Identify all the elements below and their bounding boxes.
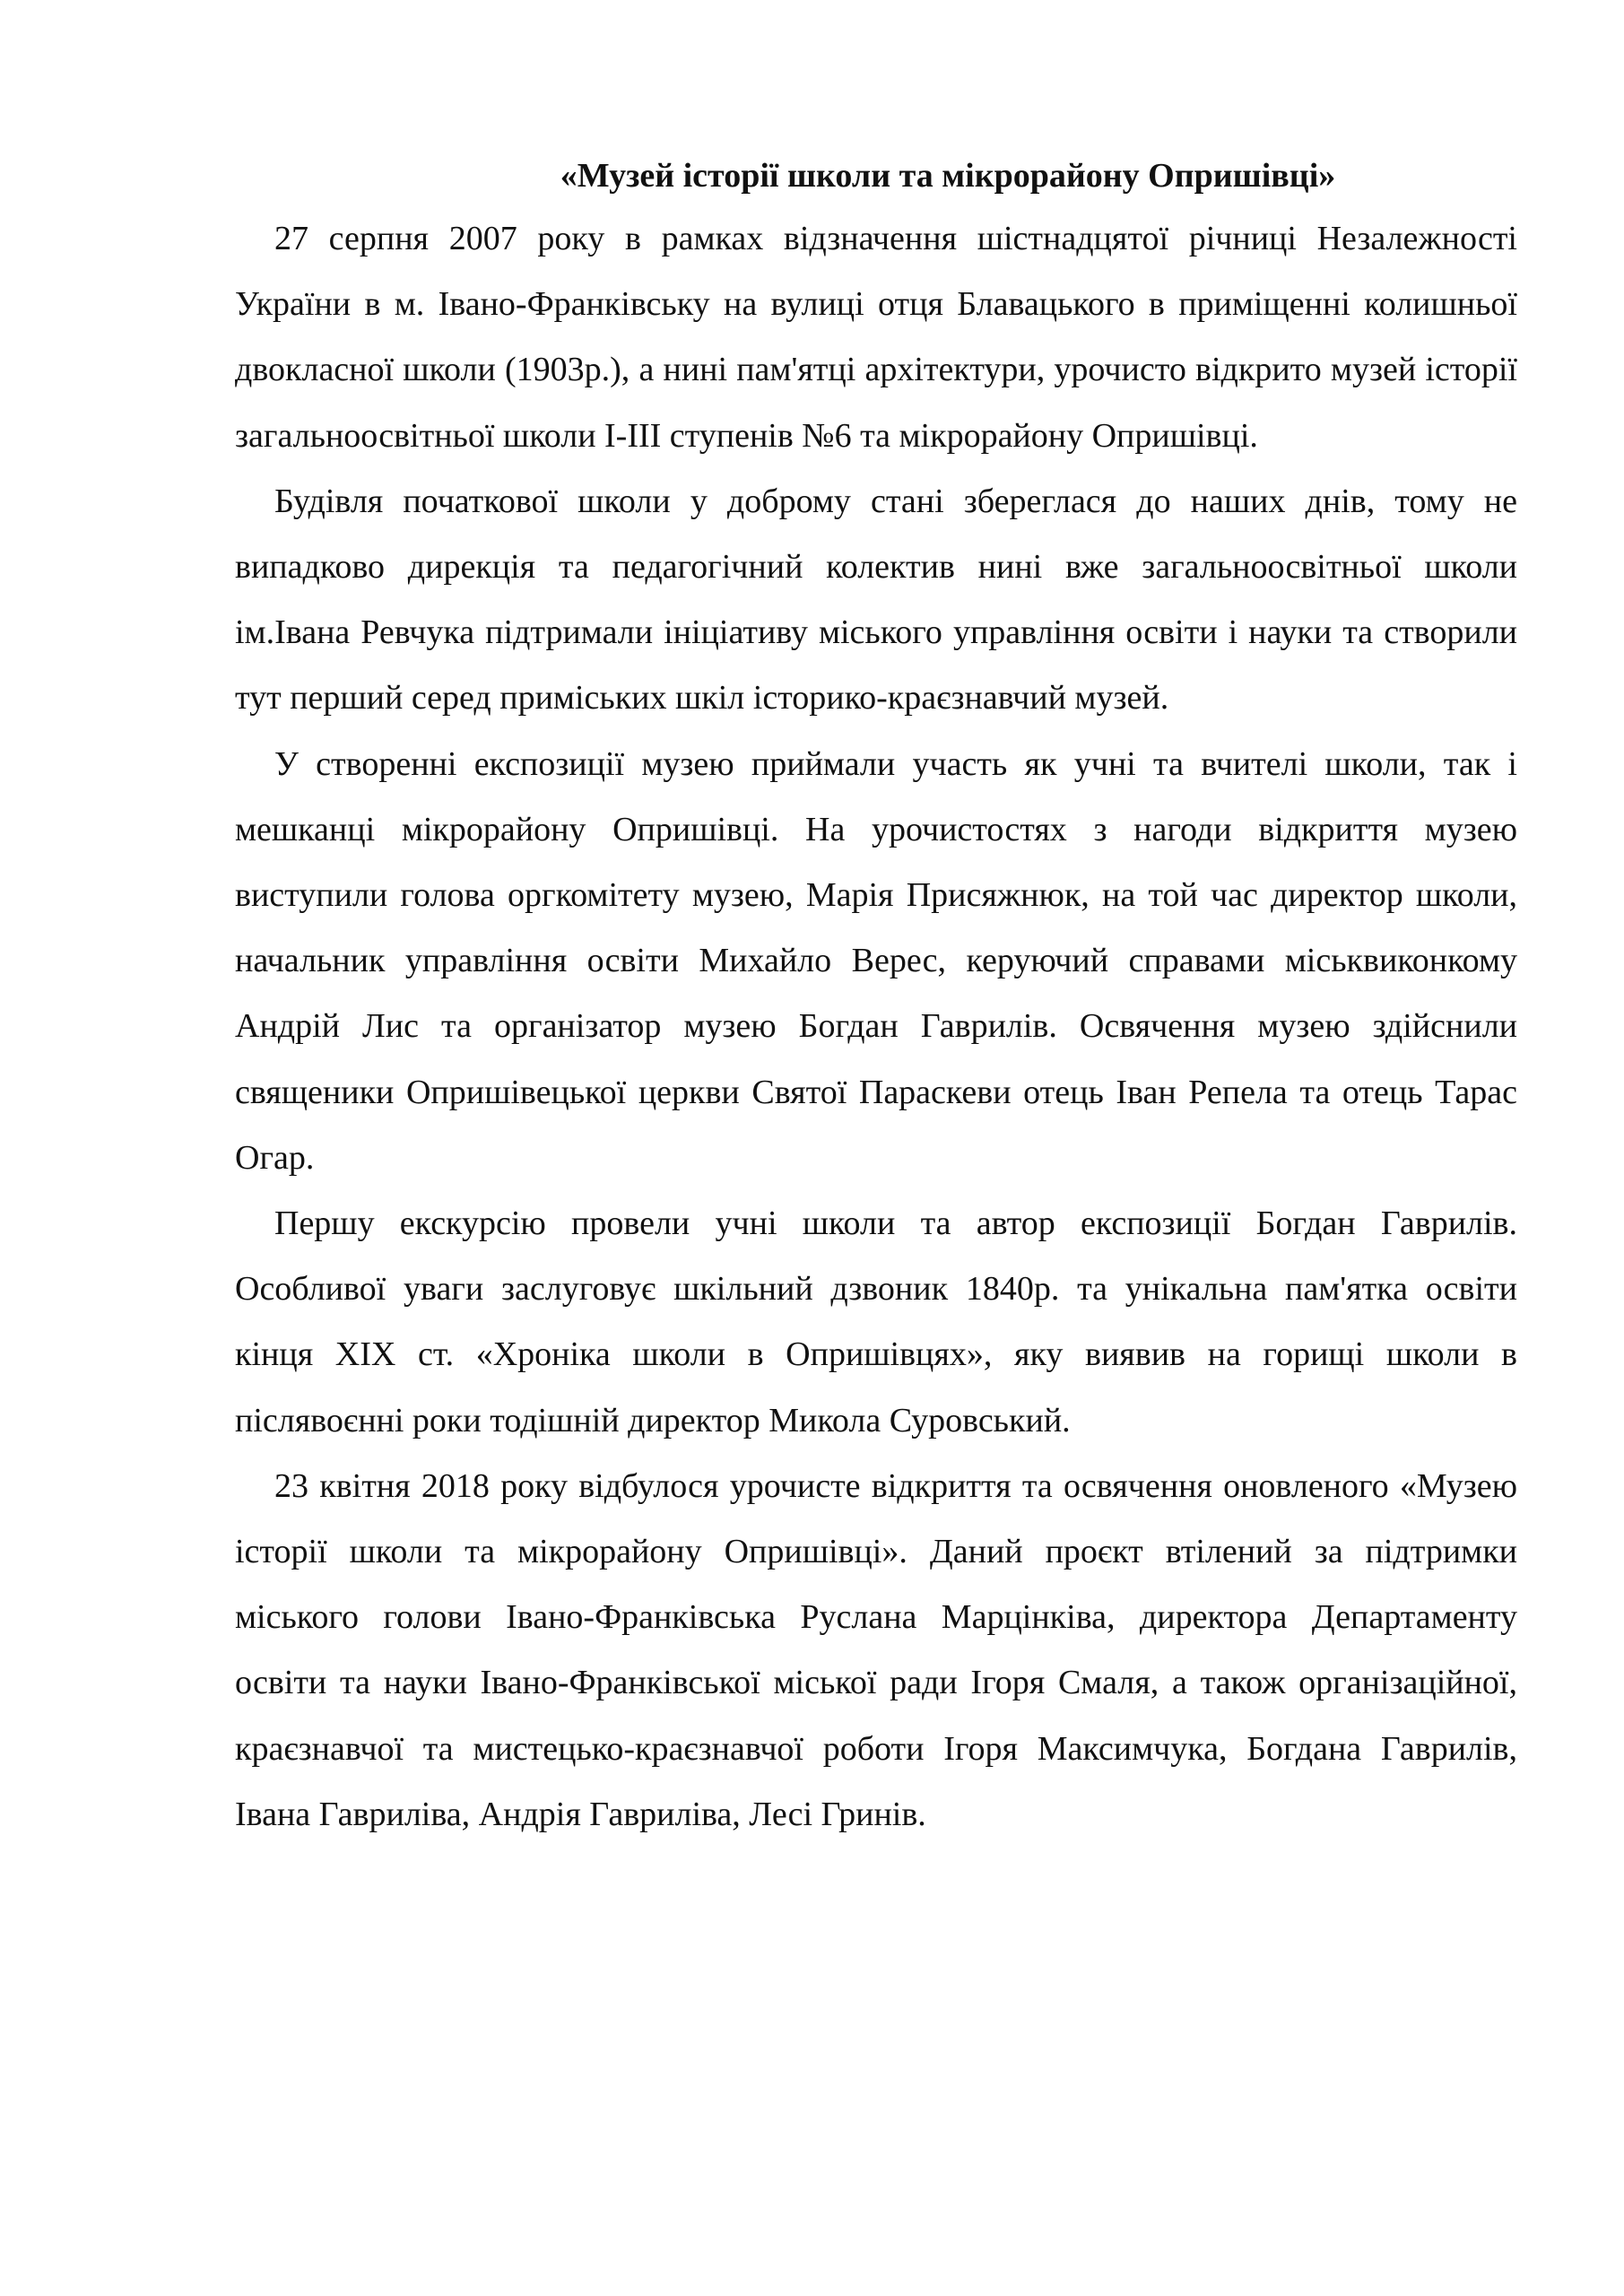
paragraph-building: Будівля початкової школи у доброму стані збереглася до наших днів, тому не випадково дирекція та педагогічний колектив нині вже загальноосвітньої школи ім.Івана Ревчука підтримали ініціативу міського управління освіти і науки та створили тут перший серед приміських шкіл історико-краєзнавчий музей.: [235, 482, 1517, 718]
document-title: «Музей історії школи та мікрорайону Опришівці»: [560, 157, 1336, 195]
paragraph-exposition: У створенні експозиції музею приймали участь як учні та вчителі школи, так і мешканці мікрорайону Опришівці. На урочистостях з нагоди відкриття музею виступили голова оргкомітету музею, Марія Присяжнюк, на той час директор школи, начальник управління освіти Михайло Верес, керуючий справами міськвиконкому Андрій Лис та організатор музею Богдан Гаврилів. Освячення музею здійснили священики Опришівецької церкви Святої Параскеви отець Іван Репела та отець Тарас Огар.: [235, 744, 1517, 1177]
paragraph-renewal-2018: 23 квітня 2018 року відбулося урочисте відкриття та освячення оновленого «Музею історії школи та мікрорайону Опришівці». Даний проєкт втілений за підтримки міського голови Івано-Франківська Руслана Марцінківа, директора Департаменту освіти та науки Івано-Франківської міської ради Ігоря Смаля, а також організаційної, краєзнавчої та мистецько-краєзнавчої роботи Ігоря Максимчука, Богдана Гаврилів, Івана Гавриліва, Андрія Гавриліва, Лесі Гринів.: [235, 1466, 1517, 1833]
paragraph-opening: 27 серпня 2007 року в рамках відзначення шістнадцятої річниці Незалежності України в м. Івано-Франківську на вулиці отця Блавацького в приміщенні колишньої двокласної школи (1903р.), а нині пам'ятці архітектури, урочисто відкрито музей історії загальноосвітньої школи І-ІІІ ступенів №6 та мікрорайону Опришівці.: [235, 220, 1517, 455]
document-body: [235, 145, 1517, 1848]
paragraph-first-excursion: Першу екскурсію провели учні школи та автор експозиції Богдан Гаврилів. Особливої уваги заслуговує шкільний дзвоник 1840р. та унікальна пам'ятка освіти кінця XIX ст. «Хроніка школи в Опришівцях», яку виявив на горищі школи в післявоєнні роки тодішній директор Микола Суровський.: [235, 1205, 1517, 1439]
